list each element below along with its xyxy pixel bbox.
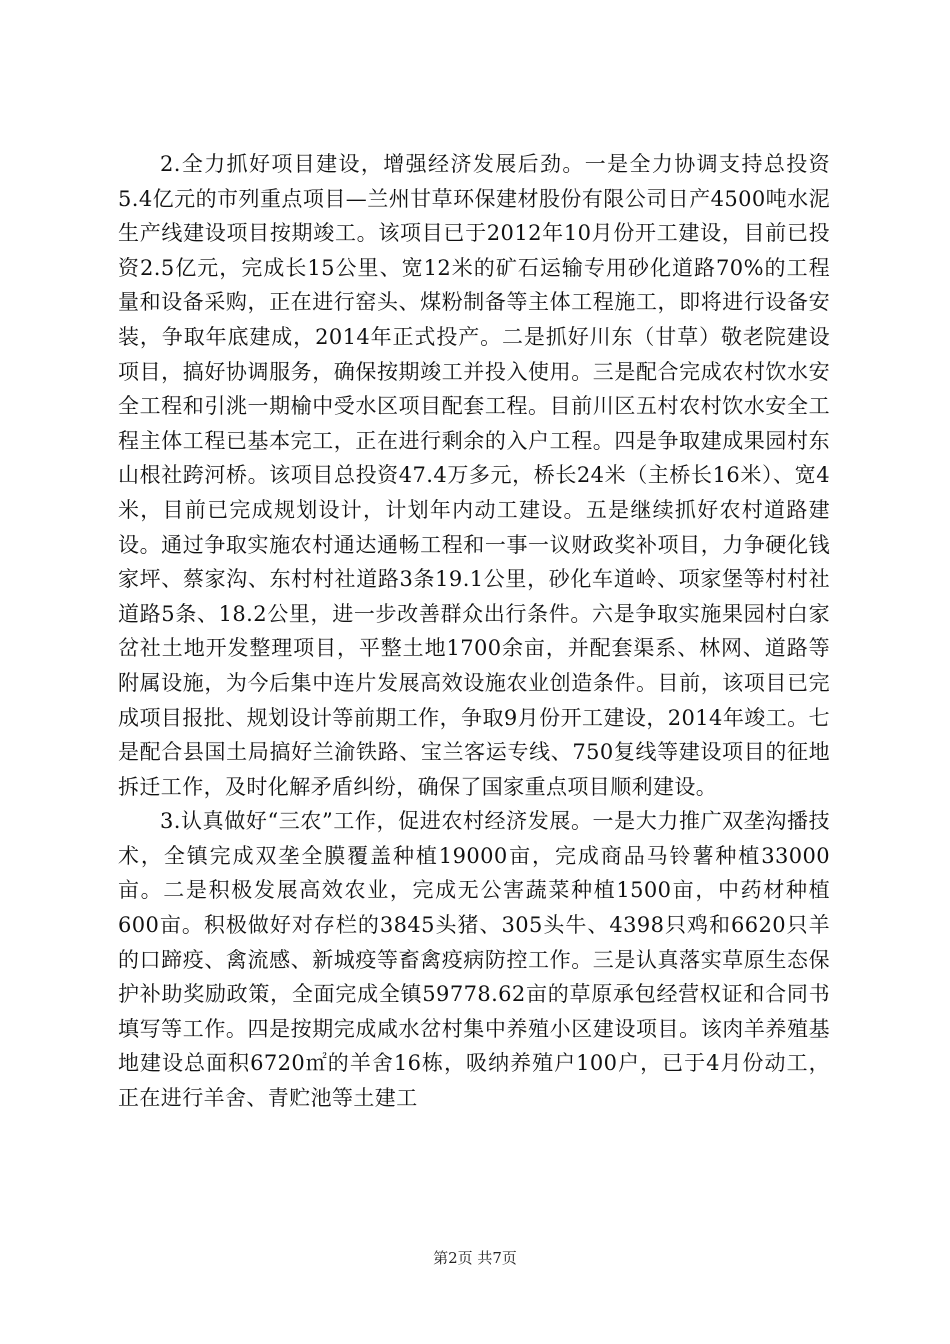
page-footer: 第2页 共7页 bbox=[433, 1249, 517, 1267]
paragraph-agriculture-work: 3.认真做好“三农”工作，促进农村经济发展。一是大力推广双垄沟播技术，全镇完成双垄全膜覆盖种植19000亩，完成商品马铃薯种植33000亩。二是积极发展高效农业，完成无公害蔬菜种植1500亩，中药材种植600亩。积极做好对存栏的3845头猪、305头牛、4398只鸡和6620只羊的口蹄疫、禽流感、新城疫等畜禽疫病防控工作。三是认真落实草原生态保护补助奖励政策，全面完成全镇59778.62亩的草原承包经营权证和合同书填写等工作。四是按期完成咸水岔村集中养殖小区建设项目。该肉羊养殖基地建设总面积6720㎡的羊舍16栋，吸纳养殖户100户，已于4月份动工，正在进行羊舍、青贮池等土建工 bbox=[118, 809, 830, 1111]
paragraph-project-construction: 2.全力抓好项目建设，增强经济发展后劲。一是全力协调支持总投资5.4亿元的市列重点项目—兰州甘草环保建材股份有限公司日产4500吨水泥生产线建设项目按期竣工。该项目已于2012年10月份开工建设，目前已投资2.5亿元，完成长15公里、宽12米的矿石运输专用砂化道路70%的工程量和设备采购，正在进行窑头、煤粉制备等主体工程施工，即将进行设备安装，争取年底建成，2014年正式投产。二是抓好川东（甘草）敬老院建设项目，搞好协调服务，确保按期竣工并投入使用。三是配合完成农村饮水安全工程和引洮一期榆中受水区项目配套工程。目前川区五村农村饮水安全工程主体工程已基本完工，正在进行剩余的入户工程。四是争取建成果园村东山根社跨河桥。该项目总投资47.4万多元，桥长24米（主桥长16米）、宽4米，目前已完成规划设计，计划年内动工建设。五是继续抓好农村道路建设。通过争取实施农村通达通畅工程和一事一议财政奖补项目，力争硬化钱家坪、蔡家沟、东村村社道路3条19.1公里，砂化车道岭、项家堡等村村社道路5条、18.2公里，进一步改善群众出行条件。六是争取实施果园村白家岔社土地开发整理项目，平整土地1700余亩，并配套渠系、林网、道路等附属设施，为今后集中连片发展高效设施农业创造条件。目前，该项目已完成项目报批、规划设计等前期工作，争取9月份开工建设，2014年竣工。七是配合县国土局搞好兰渝铁路、宝兰客运专线、750复线等建设项目的征地拆迁工作，及时化解矛盾纠纷，确保了国家重点项目顺利建设。 bbox=[118, 152, 830, 799]
body-text bbox=[118, 147, 830, 1116]
